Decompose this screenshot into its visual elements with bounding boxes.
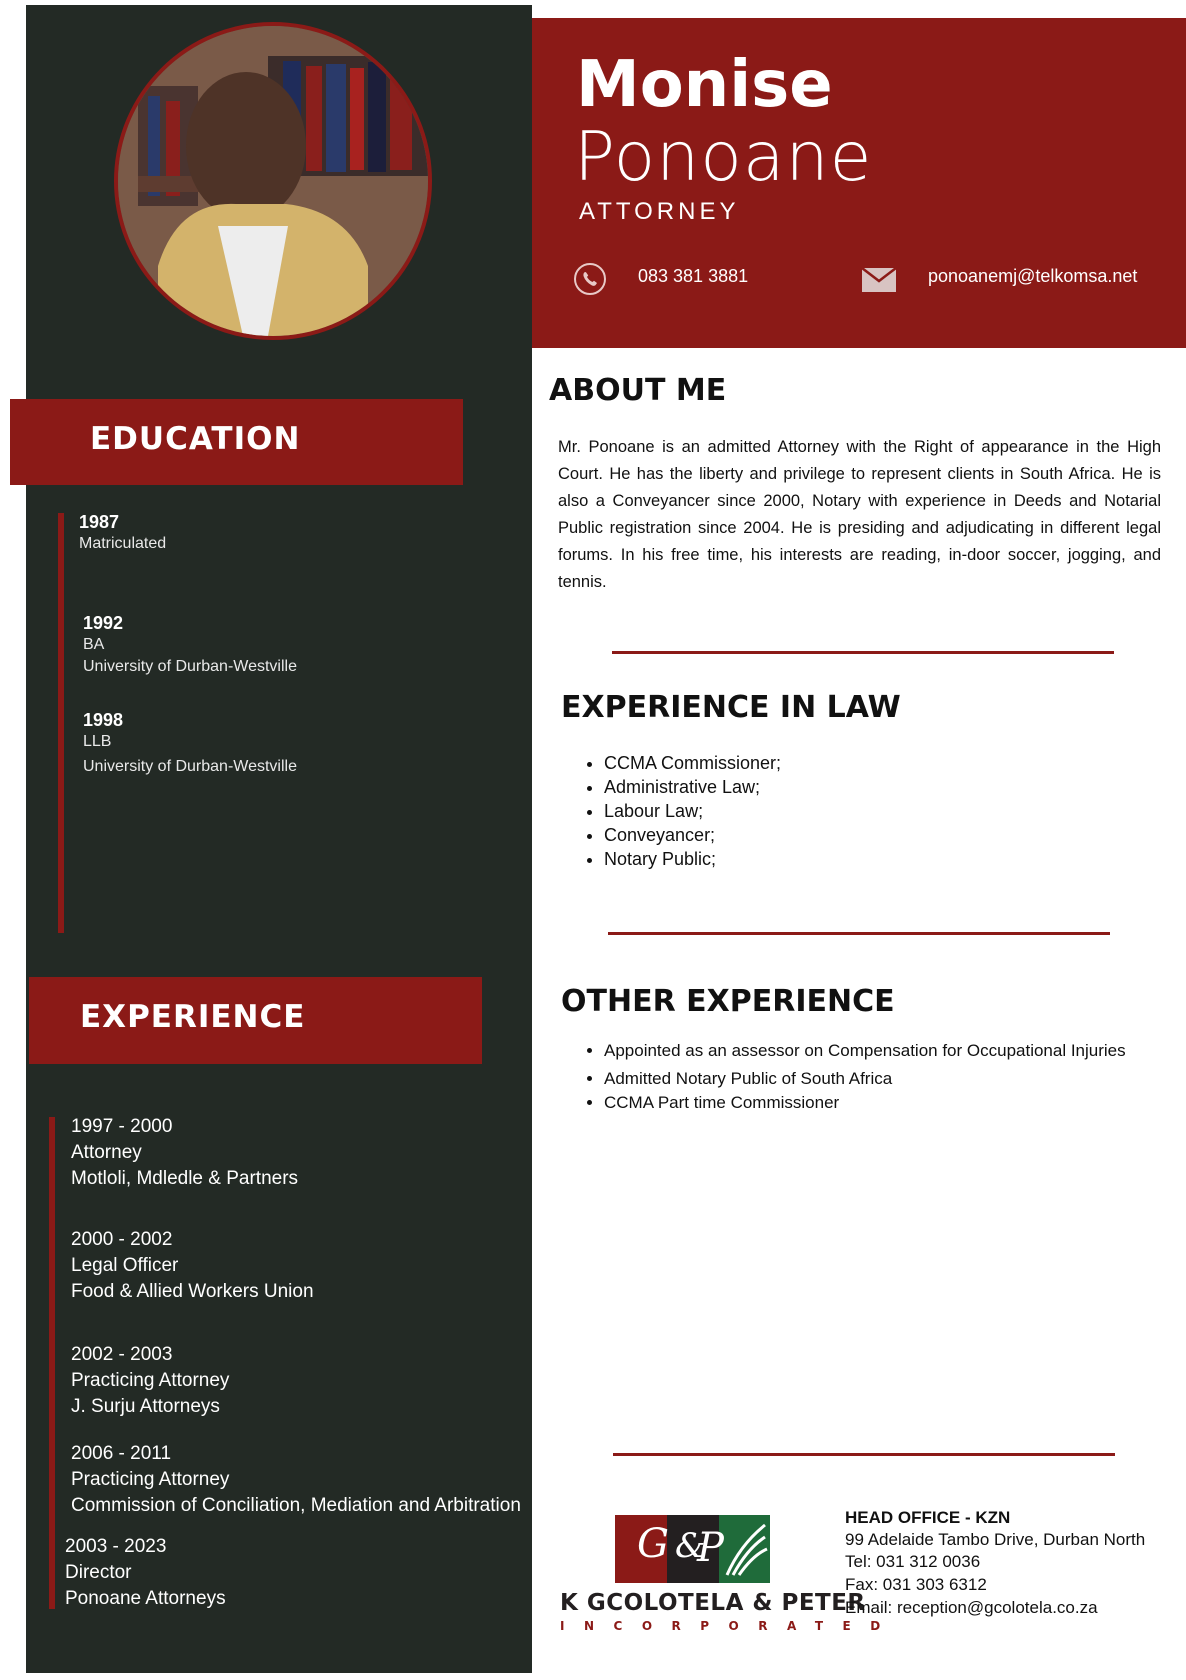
office-email[interactable]: Email: reception@gcolotela.co.za: [845, 1598, 1098, 1617]
experience-timeline-bar: [49, 1117, 55, 1609]
education-item: [83, 613, 297, 678]
other-experience-list: [558, 1039, 1126, 1115]
law-experience-list: [558, 751, 781, 871]
list-item: • Labour Law;: [604, 799, 781, 823]
firm-subtitle: INCORPORATED: [560, 1619, 900, 1633]
experience-org: J. Surju Attorneys: [71, 1396, 220, 1417]
education-detail: BA: [83, 636, 105, 653]
phone-icon: [574, 263, 606, 295]
experience-heading: EXPERIENCE: [29, 977, 482, 1064]
mail-icon: [862, 268, 896, 297]
list-item: • Conveyancer;: [604, 823, 781, 847]
experience-item: [71, 1441, 521, 1519]
phone-number[interactable]: 083 381 3881: [638, 266, 749, 286]
last-name: Ponoane: [574, 118, 873, 197]
first-name: Monise: [576, 48, 833, 122]
office-address: 99 Adelaide Tambo Drive, Durban North: [845, 1530, 1146, 1549]
svg-text:G: G: [637, 1521, 669, 1567]
law-experience-heading: EXPERIENCE IN LAW: [561, 690, 901, 725]
office-title: HEAD OFFICE - KZN: [845, 1508, 1011, 1527]
experience-period: 1997 - 2000: [71, 1116, 173, 1137]
experience-period: 2006 - 2011: [71, 1443, 172, 1464]
experience-period: 2000 - 2002: [71, 1229, 173, 1250]
experience-role: Director: [65, 1562, 132, 1583]
experience-item: [65, 1534, 226, 1612]
about-text: Mr. Ponoane is an admitted Attorney with the Right of appearance in the High Court. He has the liberty and privilege to represent clients in South Africa. He is also a Conveyancer since 2000, Notary with experience in Deeds and Notarial Public registration since 2004. He is presiding and adjudicating in different legal forums. In his free time, his interests are reading, in-door soccer, jogging, and tennis.: [558, 438, 1161, 591]
education-detail: LLB: [83, 733, 112, 750]
list-item: • Administrative Law;: [604, 775, 781, 799]
experience-role: Practicing Attorney: [71, 1370, 230, 1391]
experience-period: 2003 - 2023: [65, 1536, 167, 1557]
list-item: • Admitted Notary Public of South Africa: [604, 1067, 1126, 1091]
other-experience-heading: OTHER EXPERIENCE: [561, 984, 895, 1019]
experience-org: Motloli, Mdledle & Partners: [71, 1168, 299, 1189]
education-year: 1998: [83, 710, 124, 730]
education-item: [83, 710, 297, 778]
section-divider: [612, 651, 1114, 654]
experience-org: Commission of Conciliation, Mediation and Arbitration: [71, 1495, 521, 1516]
section-divider: [613, 1453, 1115, 1456]
education-heading: EDUCATION: [10, 399, 463, 485]
education-institution: University of Durban-Westville: [83, 758, 297, 775]
about-heading: ABOUT ME: [549, 373, 727, 408]
experience-org: Food & Allied Workers Union: [71, 1281, 314, 1302]
office-tel: Tel: 031 312 0036: [845, 1552, 981, 1571]
profile-photo: [114, 22, 432, 340]
education-year: 1992: [83, 613, 124, 633]
experience-item: [71, 1114, 298, 1192]
job-title: ATTORNEY: [579, 198, 740, 225]
experience-role: Attorney: [71, 1142, 142, 1163]
email-address[interactable]: ponoanemj@telkomsa.net: [928, 266, 1138, 286]
education-year: 1987: [79, 512, 120, 532]
experience-period: 2002 - 2003: [71, 1344, 173, 1365]
experience-org: Ponoane Attorneys: [65, 1588, 226, 1609]
experience-item: [71, 1227, 314, 1305]
office-fax: Fax: 031 303 6312: [845, 1575, 987, 1594]
education-detail: Matriculated: [79, 535, 167, 552]
svg-text:&: &: [675, 1526, 706, 1566]
firm-name: K GCOLOTELA & PETER: [560, 1590, 866, 1616]
list-item: • CCMA Commissioner;: [604, 751, 781, 775]
experience-item: [71, 1342, 229, 1420]
list-item: • Appointed as an assessor on Compensation for Occupational Injuries: [604, 1039, 1126, 1063]
section-divider: [608, 932, 1110, 935]
education-institution: University of Durban-Westville: [83, 658, 297, 675]
education-item: [79, 512, 166, 555]
education-timeline-bar: [58, 513, 64, 933]
experience-role: Legal Officer: [71, 1255, 179, 1276]
firm-logo: [615, 1515, 770, 1588]
list-item: • CCMA Part time Commissioner: [604, 1091, 1126, 1115]
svg-text:P: P: [697, 1525, 724, 1571]
list-item: • Notary Public;: [604, 847, 781, 871]
experience-role: Practicing Attorney: [71, 1469, 230, 1490]
